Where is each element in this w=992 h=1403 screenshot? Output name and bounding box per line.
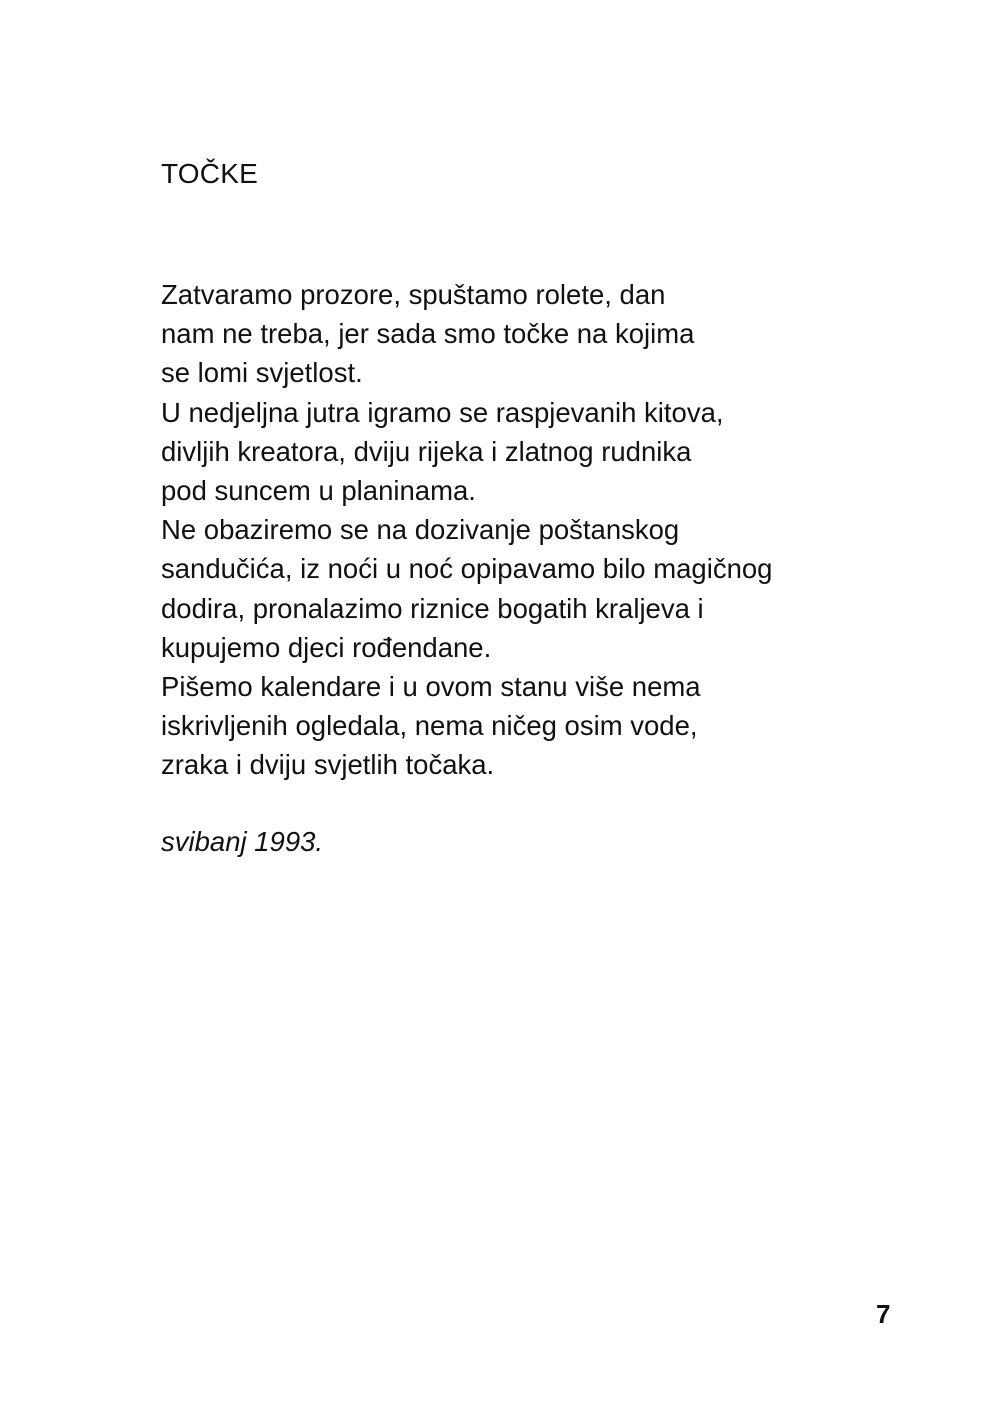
poem-line: se lomi svjetlost. [161,357,363,389]
poem-line: divljih kreatora, dviju rijeka i zlatnog rudnika [161,435,692,467]
poem-line: zraka i dviju svjetlih točaka. [161,749,495,781]
poem-line: dodira, pronalazimo riznice bogatih kraljeva i [161,592,704,624]
poem-line: Zatvaramo prozore, spuštamo rolete, dan [161,279,666,310]
poem-line: Ne obaziremo se na dozivanje poštanskog [161,514,680,546]
poem-title: TOČKE [161,158,258,189]
poem-line: nam ne treba, jer sada smo točke na kojima [161,318,695,350]
page-number: 7 [876,1299,891,1329]
poem-line: iskrivljenih ogledala, nema ničeg osim vode, [161,710,698,742]
poem-body [161,275,772,784]
poem-line: sandučića, iz noći u noć opipavamo bilo magičnog [161,553,773,585]
poem-line: U nedjeljna jutra igramo se raspjevanih kitova, [161,396,724,428]
poem-line: Pišemo kalendare i u ovom stanu više nema [161,670,701,702]
poem-line: kupujemo djeci rođendane. [161,631,492,663]
poem-line: pod suncem u planinama. [161,474,476,506]
poem-date: svibanj 1993. [161,826,324,857]
